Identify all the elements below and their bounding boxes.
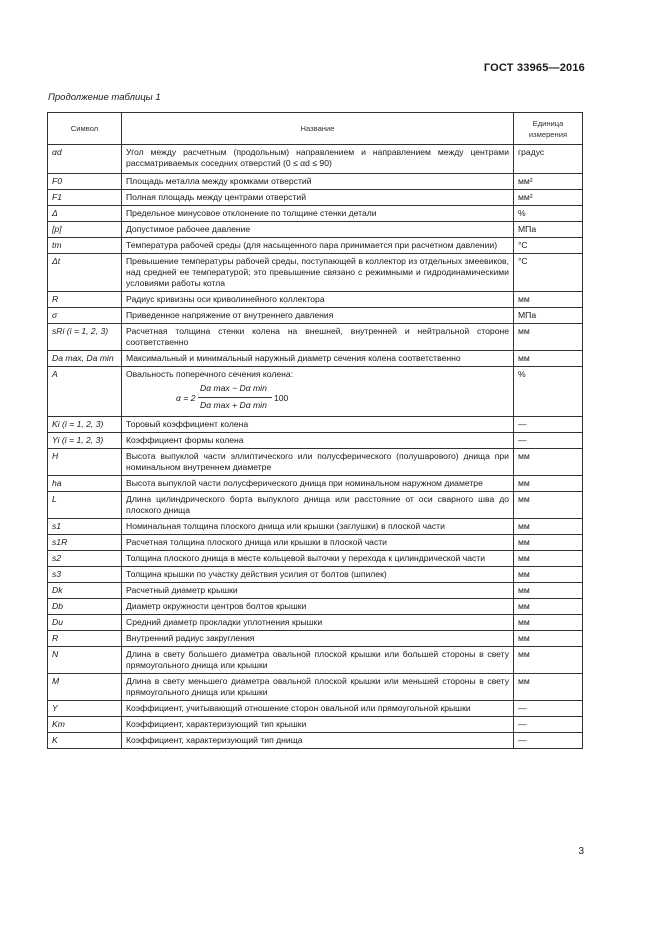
symbol-cell: Yi (i = 1, 2, 3): [48, 433, 122, 449]
symbol-cell: K: [48, 733, 122, 749]
symbol-cell: s2: [48, 551, 122, 567]
symbol-cell: Δ: [48, 206, 122, 222]
symbol-cell: R: [48, 292, 122, 308]
unit-cell: мм: [514, 551, 583, 567]
symbol-cell: Db: [48, 599, 122, 615]
table-row: [48, 145, 583, 174]
ovality-formula: [126, 380, 509, 414]
unit-cell: —: [514, 701, 583, 717]
symbol-cell: F1: [48, 190, 122, 206]
name-cell: Коэффициент формы колена: [122, 433, 514, 449]
symbol-cell: M: [48, 674, 122, 701]
unit-cell: мм: [514, 476, 583, 492]
symbol-cell: tm: [48, 238, 122, 254]
name-cell: Диаметр окружности центров болтов крышки: [122, 599, 514, 615]
name-cell: Предельное минусовое отклонение по толщине стенки детали: [122, 206, 514, 222]
table-row: [48, 190, 583, 206]
table-caption: Продолжение таблицы 1: [48, 92, 161, 103]
unit-cell: мм: [514, 631, 583, 647]
symbol-cell: L: [48, 492, 122, 519]
symbol-cell: σ: [48, 308, 122, 324]
name-cell: Радиус кривизны оси криволинейного коллектора: [122, 292, 514, 308]
unit-cell: °С: [514, 254, 583, 292]
unit-cell: мм: [514, 567, 583, 583]
unit-cell: МПа: [514, 222, 583, 238]
name-cell: Номинальная толщина плоского днища или крышки (заглушки) в плоской части: [122, 519, 514, 535]
name-cell: Средний диаметр прокладки уплотнения крышки: [122, 615, 514, 631]
unit-cell: мм: [514, 449, 583, 476]
table-row: [48, 519, 583, 535]
unit-cell: градус: [514, 145, 583, 174]
name-cell: Температура рабочей среды (для насыщенного пара принимается при расчетном давлении): [122, 238, 514, 254]
symbol-cell: s3: [48, 567, 122, 583]
symbol-cell: Y: [48, 701, 122, 717]
table-row: [48, 535, 583, 551]
unit-cell: мм: [514, 647, 583, 674]
table-row: [48, 599, 583, 615]
ovality-label: Овальность поперечного сечения колена:: [126, 369, 294, 379]
table-row: [48, 222, 583, 238]
formula-numerator: Dα max − Dα min: [200, 383, 267, 393]
table-row: [48, 351, 583, 367]
standard-designation: ГОСТ 33965—2016: [483, 62, 585, 74]
table-row: [48, 174, 583, 190]
symbol-cell: N: [48, 647, 122, 674]
symbol-cell: Ki (i = 1, 2, 3): [48, 417, 122, 433]
name-cell: Превышение температуры рабочей среды, поступающей в коллектор из отдельных змеевиков, над средней ее температурой; это превышение связано с режимными и гидродинамическими условиями работы котла: [122, 254, 514, 292]
table-row: [48, 492, 583, 519]
table-row: [48, 476, 583, 492]
symbol-cell: Km: [48, 717, 122, 733]
table-row: [48, 254, 583, 292]
symbol-cell: s1: [48, 519, 122, 535]
unit-cell: мм: [514, 535, 583, 551]
table-row: [48, 308, 583, 324]
table-row: [48, 717, 583, 733]
name-cell: Длина в свету большего диаметра овальной плоской крышки или большей стороны в свету прямоугольного днища или крышки: [122, 647, 514, 674]
fraction-bar: [198, 397, 272, 398]
unit-cell: мм: [514, 599, 583, 615]
unit-cell: мм: [514, 492, 583, 519]
symbol-cell: Δt: [48, 254, 122, 292]
unit-cell: —: [514, 433, 583, 449]
name-cell: Длина цилиндрического борта выпуклого днища или расстояние от оси сварного шва до плоского днища: [122, 492, 514, 519]
name-cell: Площадь металла между кромками отверстий: [122, 174, 514, 190]
table-row: [48, 417, 583, 433]
unit-cell: мм: [514, 351, 583, 367]
name-cell: Высота выпуклой части полусферического днища при номинальном наружном диаметре: [122, 476, 514, 492]
unit-cell: —: [514, 733, 583, 749]
unit-cell: %: [514, 206, 583, 222]
name-cell: Торовый коэффициент колена: [122, 417, 514, 433]
symbol-cell: H: [48, 449, 122, 476]
name-cell: Коэффициент, учитывающий отношение сторон овальной или прямоугольной крышки: [122, 701, 514, 717]
unit-cell: мм²: [514, 174, 583, 190]
formula-denominator: Dα max + Dα min: [200, 400, 267, 410]
formula-factor: 100: [274, 393, 289, 403]
symbol-cell: αd: [48, 145, 122, 174]
page-number: 3: [578, 846, 584, 857]
table-row: [48, 324, 583, 351]
unit-cell: МПа: [514, 308, 583, 324]
table-row: [48, 238, 583, 254]
unit-cell: мм: [514, 292, 583, 308]
column-header-unit: Единица измерения: [514, 113, 583, 145]
symbols-table: [47, 112, 583, 749]
unit-cell: °С: [514, 238, 583, 254]
name-cell: Полная площадь между центрами отверстий: [122, 190, 514, 206]
column-header-symbol: Символ: [48, 113, 122, 145]
table-row: [48, 631, 583, 647]
unit-cell: мм: [514, 615, 583, 631]
table-header-row: [48, 113, 583, 145]
symbol-cell: [p]: [48, 222, 122, 238]
table-row: [48, 206, 583, 222]
symbol-cell: Da max, Da min: [48, 351, 122, 367]
table-row: [48, 615, 583, 631]
formula-lhs: α = 2: [176, 393, 196, 403]
name-cell: Расчетный диаметр крышки: [122, 583, 514, 599]
table-row: [48, 433, 583, 449]
name-cell: Расчетная толщина плоского днища или крышки в плоской части: [122, 535, 514, 551]
name-cell: Длина в свету меньшего диаметра овальной плоской крышки или меньшей стороны в свету прямоугольного днища или крышки: [122, 674, 514, 701]
name-cell: Приведенное напряжение от внутреннего давления: [122, 308, 514, 324]
unit-cell: мм: [514, 519, 583, 535]
table-row: [48, 449, 583, 476]
symbol-cell: Du: [48, 615, 122, 631]
name-cell: Внутренний радиус закругления: [122, 631, 514, 647]
table-row: [48, 733, 583, 749]
name-cell: Толщина крышки по участку действия усилия от болтов (шпилек): [122, 567, 514, 583]
column-header-name: Название: [122, 113, 514, 145]
symbol-cell: sRi (i = 1, 2, 3): [48, 324, 122, 351]
unit-cell: —: [514, 717, 583, 733]
table-row: [48, 583, 583, 599]
table-row: [48, 367, 583, 417]
unit-cell: мм: [514, 674, 583, 701]
table-row: [48, 674, 583, 701]
unit-cell: —: [514, 417, 583, 433]
table-row: [48, 701, 583, 717]
unit-cell: мм: [514, 583, 583, 599]
name-cell: Максимальный и минимальный наружный диаметр сечения колена соответственно: [122, 351, 514, 367]
unit-cell: %: [514, 367, 583, 417]
name-cell: Угол между расчетным (продольным) направлением и направлением между центрами рассматриваемых соседних отверстий (0 ≤ αd ≤ 90): [122, 145, 514, 174]
name-cell: Коэффициент, характеризующий тип крышки: [122, 717, 514, 733]
symbol-cell: F0: [48, 174, 122, 190]
symbol-cell: R: [48, 631, 122, 647]
table-row: [48, 647, 583, 674]
unit-cell: мм²: [514, 190, 583, 206]
symbol-cell: A: [48, 367, 122, 417]
symbol-cell: s1R: [48, 535, 122, 551]
name-cell: Толщина плоского днища в месте кольцевой выточки у перехода к цилиндрической части: [122, 551, 514, 567]
name-cell: Допустимое рабочее давление: [122, 222, 514, 238]
name-cell: Расчетная толщина стенки колена на внешней, внутренней и нейтральной стороне соответственно: [122, 324, 514, 351]
name-cell: Коэффициент, характеризующий тип днища: [122, 733, 514, 749]
table-row: [48, 551, 583, 567]
symbol-cell: ha: [48, 476, 122, 492]
name-cell: Высота выпуклой части эллиптического или полусферического (полушарового) днища при номинальном внутреннем диаметре: [122, 449, 514, 476]
table-row: [48, 567, 583, 583]
unit-cell: мм: [514, 324, 583, 351]
name-cell: [122, 367, 514, 417]
symbol-cell: Dk: [48, 583, 122, 599]
table-row: [48, 292, 583, 308]
